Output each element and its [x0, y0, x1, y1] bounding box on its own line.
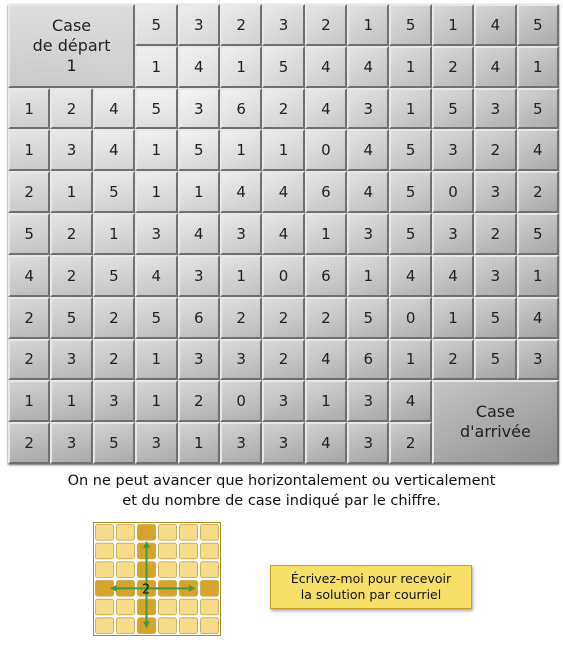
board-cell[interactable]: 4 — [517, 297, 559, 339]
board-cell[interactable]: 3 — [220, 339, 262, 381]
board-cell[interactable]: 6 — [347, 339, 389, 381]
board-cell[interactable]: 4 — [262, 213, 304, 255]
start-label-line2: de départ — [32, 35, 111, 55]
board-cell[interactable]: 2 — [50, 88, 92, 130]
board-cell[interactable]: 5 — [50, 297, 92, 339]
instructions — [0, 471, 563, 511]
board-cell[interactable]: 4 — [178, 46, 220, 88]
board-cell[interactable]: 3 — [432, 213, 474, 255]
board-cell[interactable]: 2 — [517, 171, 559, 213]
movement-example-svg — [94, 523, 220, 635]
board-cell[interactable]: 5 — [8, 213, 50, 255]
end-label-line1: Case — [475, 402, 515, 422]
board-cell[interactable]: 5 — [389, 4, 431, 46]
board-cell[interactable]: 2 — [432, 46, 474, 88]
board-cell[interactable]: 4 — [389, 255, 431, 297]
board-cell[interactable]: 5 — [517, 88, 559, 130]
board-cell[interactable]: 1 — [220, 129, 262, 171]
board-cell[interactable]: 1 — [305, 213, 347, 255]
example-tile — [96, 562, 114, 578]
board-cell[interactable]: 4 — [389, 380, 431, 422]
board-cell[interactable]: 2 — [8, 339, 50, 381]
board-cell[interactable]: 3 — [50, 339, 92, 381]
board-cell[interactable]: 6 — [305, 255, 347, 297]
example-tile — [96, 618, 114, 634]
board-cell[interactable]: 1 — [8, 129, 50, 171]
board-cell[interactable]: 1 — [93, 213, 135, 255]
board-cell[interactable]: 1 — [135, 339, 177, 381]
end-label-line2: d'arrivée — [459, 422, 531, 442]
board-cell[interactable]: 2 — [305, 4, 347, 46]
board-cell[interactable]: 1 — [220, 46, 262, 88]
board-cell[interactable]: 3 — [474, 171, 516, 213]
board-cell[interactable]: 5 — [432, 88, 474, 130]
example-tile — [201, 599, 219, 615]
board-cell[interactable]: 1 — [220, 255, 262, 297]
movement-example-grid — [93, 522, 221, 636]
board-cell[interactable]: 2 — [262, 339, 304, 381]
board-cell[interactable]: 2 — [8, 422, 50, 464]
board-cell[interactable]: 2 — [262, 297, 304, 339]
board-cell[interactable]: 4 — [305, 88, 347, 130]
instructions-line2: et du nombre de case indiqué par le chiffre. — [122, 493, 441, 509]
board-cell[interactable]: 5 — [135, 297, 177, 339]
board-cell[interactable]: 3 — [432, 129, 474, 171]
board-cell[interactable]: 2 — [178, 380, 220, 422]
example-tile — [96, 525, 114, 541]
board-cell[interactable]: 3 — [50, 422, 92, 464]
board-cell[interactable]: 1 — [135, 171, 177, 213]
board-cell[interactable]: 3 — [178, 4, 220, 46]
board-cell[interactable]: 3 — [135, 422, 177, 464]
board-cell[interactable]: 4 — [135, 255, 177, 297]
board-cell[interactable]: 6 — [305, 171, 347, 213]
board-cell[interactable]: 0 — [389, 297, 431, 339]
board-cell[interactable]: 4 — [178, 213, 220, 255]
board-cell[interactable]: 5 — [93, 255, 135, 297]
board-cell[interactable]: 2 — [474, 129, 516, 171]
start-label-line1: Case — [51, 15, 92, 35]
board-cell[interactable]: 4 — [93, 88, 135, 130]
board-cell[interactable]: 4 — [220, 171, 262, 213]
board-cell[interactable]: 6 — [220, 88, 262, 130]
board-cell[interactable]: 6 — [178, 297, 220, 339]
example-tile — [180, 599, 198, 615]
board-cell[interactable]: 2 — [220, 297, 262, 339]
board-cell[interactable]: 1 — [517, 46, 559, 88]
board-cell[interactable]: 3 — [220, 213, 262, 255]
board-cell[interactable]: 2 — [93, 339, 135, 381]
board-cell[interactable]: 3 — [262, 422, 304, 464]
board-cell[interactable]: 5 — [389, 171, 431, 213]
example-tile — [159, 618, 177, 634]
email-button-line1: Écrivez-moi pour recevoir — [290, 571, 452, 586]
board-cell[interactable]: 5 — [135, 4, 177, 46]
board-cell[interactable]: 1 — [178, 171, 220, 213]
example-tile — [159, 599, 177, 615]
board-cell[interactable]: 1 — [305, 380, 347, 422]
board-cell[interactable]: 4 — [93, 129, 135, 171]
board-cell[interactable]: 1 — [389, 88, 431, 130]
board-cell[interactable]: 4 — [262, 171, 304, 213]
board-cell[interactable]: 4 — [517, 129, 559, 171]
board-cell[interactable]: 1 — [178, 422, 220, 464]
board-cell[interactable]: 2 — [262, 88, 304, 130]
board-cell[interactable]: 1 — [389, 339, 431, 381]
example-tile — [201, 581, 219, 597]
board-cell[interactable]: 2 — [8, 297, 50, 339]
example-tile — [117, 525, 135, 541]
board-cell[interactable]: 5 — [347, 297, 389, 339]
board-cell[interactable]: 2 — [8, 171, 50, 213]
board-cell[interactable]: 3 — [517, 339, 559, 381]
example-tile — [180, 562, 198, 578]
board-cell[interactable]: 4 — [8, 255, 50, 297]
example-tile — [117, 618, 135, 634]
board-cell[interactable]: 0 — [262, 255, 304, 297]
board-cell[interactable]: 1 — [8, 88, 50, 130]
board-cell[interactable]: 4 — [347, 171, 389, 213]
board-cell[interactable]: 2 — [93, 297, 135, 339]
board-cell[interactable]: 3 — [178, 339, 220, 381]
board-cell[interactable]: 3 — [347, 213, 389, 255]
board-cell[interactable]: 5 — [262, 46, 304, 88]
board-cell[interactable]: 2 — [432, 339, 474, 381]
example-tile — [159, 562, 177, 578]
example-tile — [180, 543, 198, 559]
example-tile — [138, 525, 156, 541]
board-cell[interactable]: 2 — [50, 213, 92, 255]
board-cell[interactable]: 5 — [135, 88, 177, 130]
board-cell[interactable]: 5 — [93, 422, 135, 464]
board-cell[interactable]: 4 — [474, 46, 516, 88]
start-cell[interactable] — [8, 4, 135, 88]
board-cell[interactable]: 3 — [347, 422, 389, 464]
board-cell[interactable]: 2 — [389, 422, 431, 464]
board-cell[interactable]: 0 — [432, 171, 474, 213]
board-cell[interactable]: 4 — [305, 339, 347, 381]
board-cell[interactable]: 5 — [178, 129, 220, 171]
board-cell[interactable]: 2 — [474, 213, 516, 255]
board-cell[interactable]: 4 — [305, 46, 347, 88]
board-cell[interactable]: 1 — [50, 380, 92, 422]
start-label-number: 1 — [66, 55, 77, 75]
board-cell[interactable]: 1 — [432, 297, 474, 339]
board-cell[interactable]: 2 — [305, 297, 347, 339]
example-tile — [201, 618, 219, 634]
board-cell[interactable]: 3 — [135, 213, 177, 255]
board-cell[interactable]: 5 — [474, 297, 516, 339]
example-tile — [96, 599, 114, 615]
board-cell[interactable]: 1 — [432, 4, 474, 46]
board-cell[interactable]: 4 — [432, 255, 474, 297]
board-cell[interactable]: 3 — [178, 255, 220, 297]
board-cell[interactable]: 1 — [135, 129, 177, 171]
example-tile — [117, 543, 135, 559]
board-cell[interactable]: 1 — [347, 4, 389, 46]
board-cell[interactable]: 1 — [135, 380, 177, 422]
board-cell[interactable]: 0 — [220, 380, 262, 422]
board-cell[interactable]: 1 — [262, 129, 304, 171]
example-tile — [201, 525, 219, 541]
example-tile — [201, 562, 219, 578]
board-cell[interactable]: 3 — [347, 88, 389, 130]
board-cell[interactable]: 5 — [517, 4, 559, 46]
board-cell[interactable]: 5 — [517, 213, 559, 255]
example-tile — [201, 543, 219, 559]
example-tile — [117, 562, 135, 578]
end-cell[interactable] — [432, 380, 559, 464]
example-number: 2 — [141, 582, 151, 598]
board-cell[interactable]: 4 — [347, 46, 389, 88]
email-button-line2: la solution par courriel — [300, 587, 442, 602]
board-cell[interactable]: 3 — [474, 255, 516, 297]
example-tile — [159, 543, 177, 559]
board-cell[interactable]: 5 — [93, 171, 135, 213]
email-solution-button[interactable] — [270, 565, 472, 609]
example-tile — [180, 618, 198, 634]
board-cell[interactable]: 1 — [389, 46, 431, 88]
board-cell[interactable]: 3 — [347, 380, 389, 422]
example-tile — [159, 525, 177, 541]
board-cell[interactable]: 3 — [262, 380, 304, 422]
board-cell[interactable]: 1 — [517, 255, 559, 297]
example-tile — [180, 525, 198, 541]
board-cell[interactable]: 5 — [389, 213, 431, 255]
board-cell[interactable]: 4 — [305, 422, 347, 464]
instructions-line1: On ne peut avancer que horizontalement ou verticalement — [67, 473, 496, 489]
board-cell[interactable]: 5 — [474, 339, 516, 381]
board-cell[interactable]: 1 — [50, 171, 92, 213]
board-cell[interactable]: 3 — [474, 88, 516, 130]
board-cell[interactable]: 1 — [8, 380, 50, 422]
board-cell[interactable]: 4 — [474, 4, 516, 46]
board-cell[interactable]: 3 — [50, 129, 92, 171]
board-cell[interactable]: 3 — [262, 4, 304, 46]
board-cell[interactable]: 2 — [220, 4, 262, 46]
board-cell[interactable]: 5 — [389, 129, 431, 171]
board-cell[interactable]: 2 — [50, 255, 92, 297]
board-cell[interactable]: 0 — [305, 129, 347, 171]
example-tile — [117, 599, 135, 615]
board-cell[interactable]: 3 — [178, 88, 220, 130]
board-cell[interactable]: 4 — [347, 129, 389, 171]
game-board — [8, 4, 559, 464]
example-tile — [96, 543, 114, 559]
board-cell[interactable]: 3 — [220, 422, 262, 464]
board-cell[interactable]: 1 — [347, 255, 389, 297]
board-cell[interactable]: 1 — [135, 46, 177, 88]
board-cell[interactable]: 3 — [93, 380, 135, 422]
